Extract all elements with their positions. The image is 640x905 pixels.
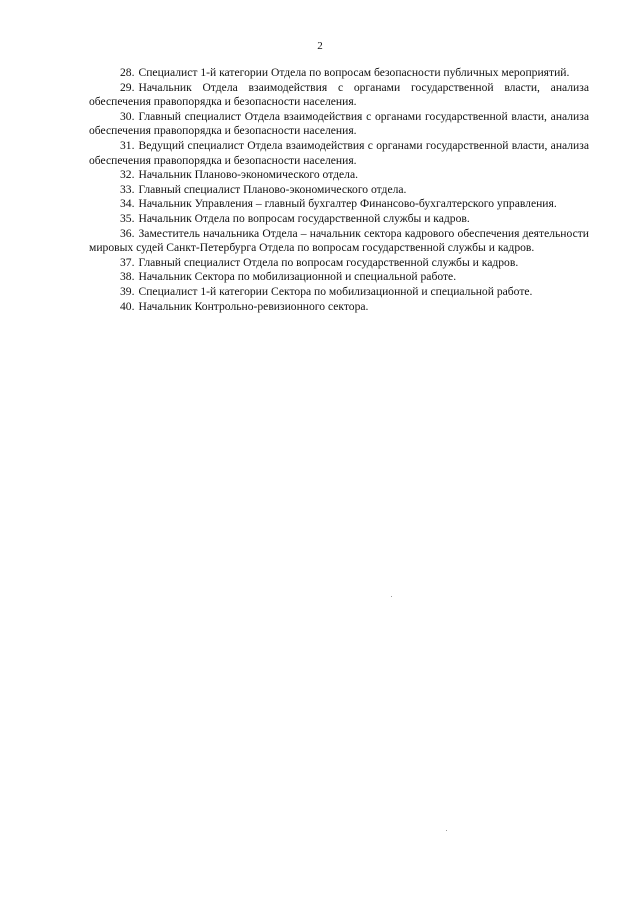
item-number: 32. <box>120 168 135 182</box>
item-text: Главный специалист Отдела по вопросам государственной службы и кадров. <box>138 255 519 269</box>
list-item <box>89 300 589 315</box>
item-number: 38. <box>120 270 135 284</box>
scan-speck <box>446 830 447 831</box>
list-item <box>89 168 589 183</box>
item-text: Ведущий специалист Отдела взаимодействия с органами государственной власти, анализа обеспечения правопорядка и безопасности населения. <box>89 138 589 167</box>
item-text: Специалист 1-й категории Отдела по вопросам безопасности публичных мероприятий. <box>138 66 570 79</box>
item-number: 30. <box>120 109 135 123</box>
item-number: 37. <box>120 255 135 269</box>
item-number: 28. <box>120 66 135 79</box>
item-text: Начальник Контрольно-ревизионного сектора. <box>138 299 369 313</box>
list-item <box>89 183 589 198</box>
item-number: 35. <box>120 211 135 225</box>
item-text: Начальник Отдела взаимодействия с органами государственной власти, анализа обеспечения правопорядка и безопасности населения. <box>89 80 589 109</box>
item-number: 31. <box>120 138 135 152</box>
item-number: 40. <box>120 299 135 313</box>
item-number: 34. <box>120 197 135 211</box>
list-item <box>89 66 589 81</box>
item-number: 29. <box>120 80 135 94</box>
list-item <box>89 285 589 300</box>
item-text: Специалист 1-й категории Сектора по мобилизационной и специальной работе. <box>138 284 533 298</box>
item-number: 33. <box>120 182 135 196</box>
item-text: Заместитель начальника Отдела – начальник сектора кадрового обеспечения деятельности мировых судей Санкт-Петербурга Отдела по вопросам государственной службы и кадров. <box>89 226 589 255</box>
item-text: Начальник Отдела по вопросам государственной службы и кадров. <box>138 211 470 225</box>
item-text: Главный специалист Отдела взаимодействия с органами государственной власти, анализа обеспечения правопорядка и безопасности населения. <box>89 109 589 138</box>
page-number: 2 <box>317 40 323 52</box>
scan-speck <box>391 596 392 597</box>
positions-list <box>89 66 589 314</box>
item-number: 36. <box>120 226 135 240</box>
item-text: Начальник Планово-экономического отдела. <box>138 168 358 182</box>
list-item <box>89 139 589 168</box>
list-item <box>89 270 589 285</box>
list-item <box>89 81 589 110</box>
item-text: Главный специалист Планово-экономического отдела. <box>138 182 407 196</box>
list-item <box>89 197 589 212</box>
list-item <box>89 110 589 139</box>
list-item <box>89 212 589 227</box>
item-number: 39. <box>120 284 135 298</box>
list-item <box>89 256 589 271</box>
item-text: Начальник Сектора по мобилизационной и специальной работе. <box>138 270 457 284</box>
list-item <box>89 227 589 256</box>
item-text: Начальник Управления – главный бухгалтер Финансово-бухгалтерского управления. <box>138 197 557 211</box>
